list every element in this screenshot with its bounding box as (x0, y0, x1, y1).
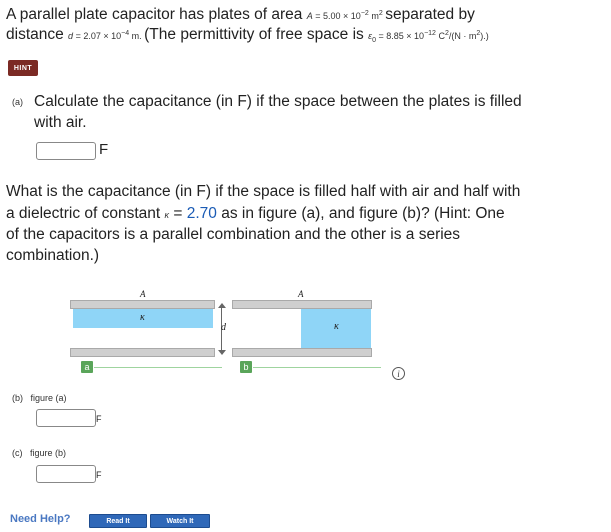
part-c-answer-input[interactable] (36, 465, 96, 483)
distance-symbol: d (68, 31, 74, 41)
arrow-up-icon (218, 303, 226, 308)
fig-a-bottom-plate (70, 348, 215, 357)
fig-a-badge: a (81, 361, 93, 373)
distance-value: = 2.07 × 10 (75, 31, 122, 41)
area-value: = 5.00 × 10 (315, 11, 361, 21)
part-b-letter: (b) (12, 393, 23, 403)
part-b-intro-hint: as in figure (a), and figure (b)? (Hint: One (221, 205, 505, 222)
separation-label: d (221, 322, 226, 333)
epsilon-unit-post: ).) (480, 31, 489, 41)
distance-expression (68, 31, 144, 41)
capacitor-figure (70, 284, 384, 374)
hint-button[interactable]: HINT (8, 60, 38, 76)
fig-a-baseline (94, 367, 222, 368)
part-b-text: figure (a) (30, 393, 67, 403)
fig-b-baseline (253, 367, 381, 368)
epsilon-unit-exp2: 2 (476, 30, 481, 37)
fig-b-kappa-label: κ (334, 321, 339, 332)
watch-it-button[interactable]: Watch It (150, 514, 210, 528)
part-b-answer-input[interactable] (36, 409, 96, 427)
part-a-text-line2: with air. (34, 114, 87, 131)
distance-exponent: −4 (121, 30, 130, 37)
part-a-unit: F (99, 141, 109, 158)
arrow-down-icon (218, 350, 226, 355)
area-symbol: A (306, 11, 313, 21)
epsilon-unit-c: C (438, 31, 445, 41)
part-c-letter: (c) (12, 448, 23, 458)
need-help-label: Need Help? (10, 513, 71, 525)
kappa-value: 2.70 (186, 205, 217, 222)
part-b-intro-line3: of the capacitors is a parallel combination and the other is a series (6, 226, 461, 243)
part-c-unit: F (96, 470, 102, 480)
fig-b-bottom-plate (232, 348, 372, 357)
permittivity-expression (368, 30, 489, 44)
part-b-intro-line1: What is the capacitance (in F) if the space is filled half with air and half with (6, 183, 521, 200)
fig-a-area-label: A (140, 289, 146, 299)
info-icon[interactable]: i (392, 367, 405, 380)
fig-b-top-plate (232, 300, 372, 309)
kappa-symbol: κ (164, 210, 170, 220)
area-unit-exponent: 2 (378, 10, 383, 17)
part-b-intro-line2 (6, 203, 505, 226)
fig-a-top-plate (70, 300, 215, 309)
kappa-equals: = (173, 205, 183, 222)
epsilon-exponent: −12 (424, 30, 436, 37)
intro-text-post: separated by (385, 6, 475, 23)
part-c-label (12, 448, 66, 458)
epsilon-symbol: ε (368, 31, 373, 41)
distance-unit: m. (131, 31, 142, 41)
question-intro-line2 (6, 23, 489, 51)
fig-a-kappa-label: κ (140, 312, 145, 323)
fig-b-area-label: A (298, 289, 304, 299)
part-c-text: figure (b) (30, 448, 67, 458)
dielectric-text: a dielectric of constant (6, 205, 161, 222)
part-b-intro-line4: combination.) (6, 247, 100, 264)
epsilon-subscript: 0 (372, 36, 376, 44)
epsilon-unit-mid: /(N · m (448, 31, 477, 41)
epsilon-value: = 8.85 × 10 (378, 31, 425, 41)
intro-text-permittivity: (The permittivity of free space is (144, 26, 364, 43)
read-it-button[interactable]: Read It (89, 514, 147, 528)
part-a-answer-input[interactable] (36, 142, 96, 160)
part-a-text-line1: Calculate the capacitance (in F) if the space between the plates is filled (34, 93, 522, 110)
area-expression (307, 11, 386, 21)
intro-text-distance: distance (6, 26, 64, 43)
part-b-unit: F (96, 414, 102, 424)
area-unit: m (371, 11, 379, 21)
epsilon-unit-exp1: 2 (444, 30, 449, 37)
intro-text: A parallel plate capacitor has plates of area (6, 6, 303, 23)
area-exponent: −2 (360, 10, 369, 17)
fig-b-badge: b (240, 361, 252, 373)
part-a-label: (a) (12, 97, 23, 107)
part-b-label (12, 393, 67, 403)
